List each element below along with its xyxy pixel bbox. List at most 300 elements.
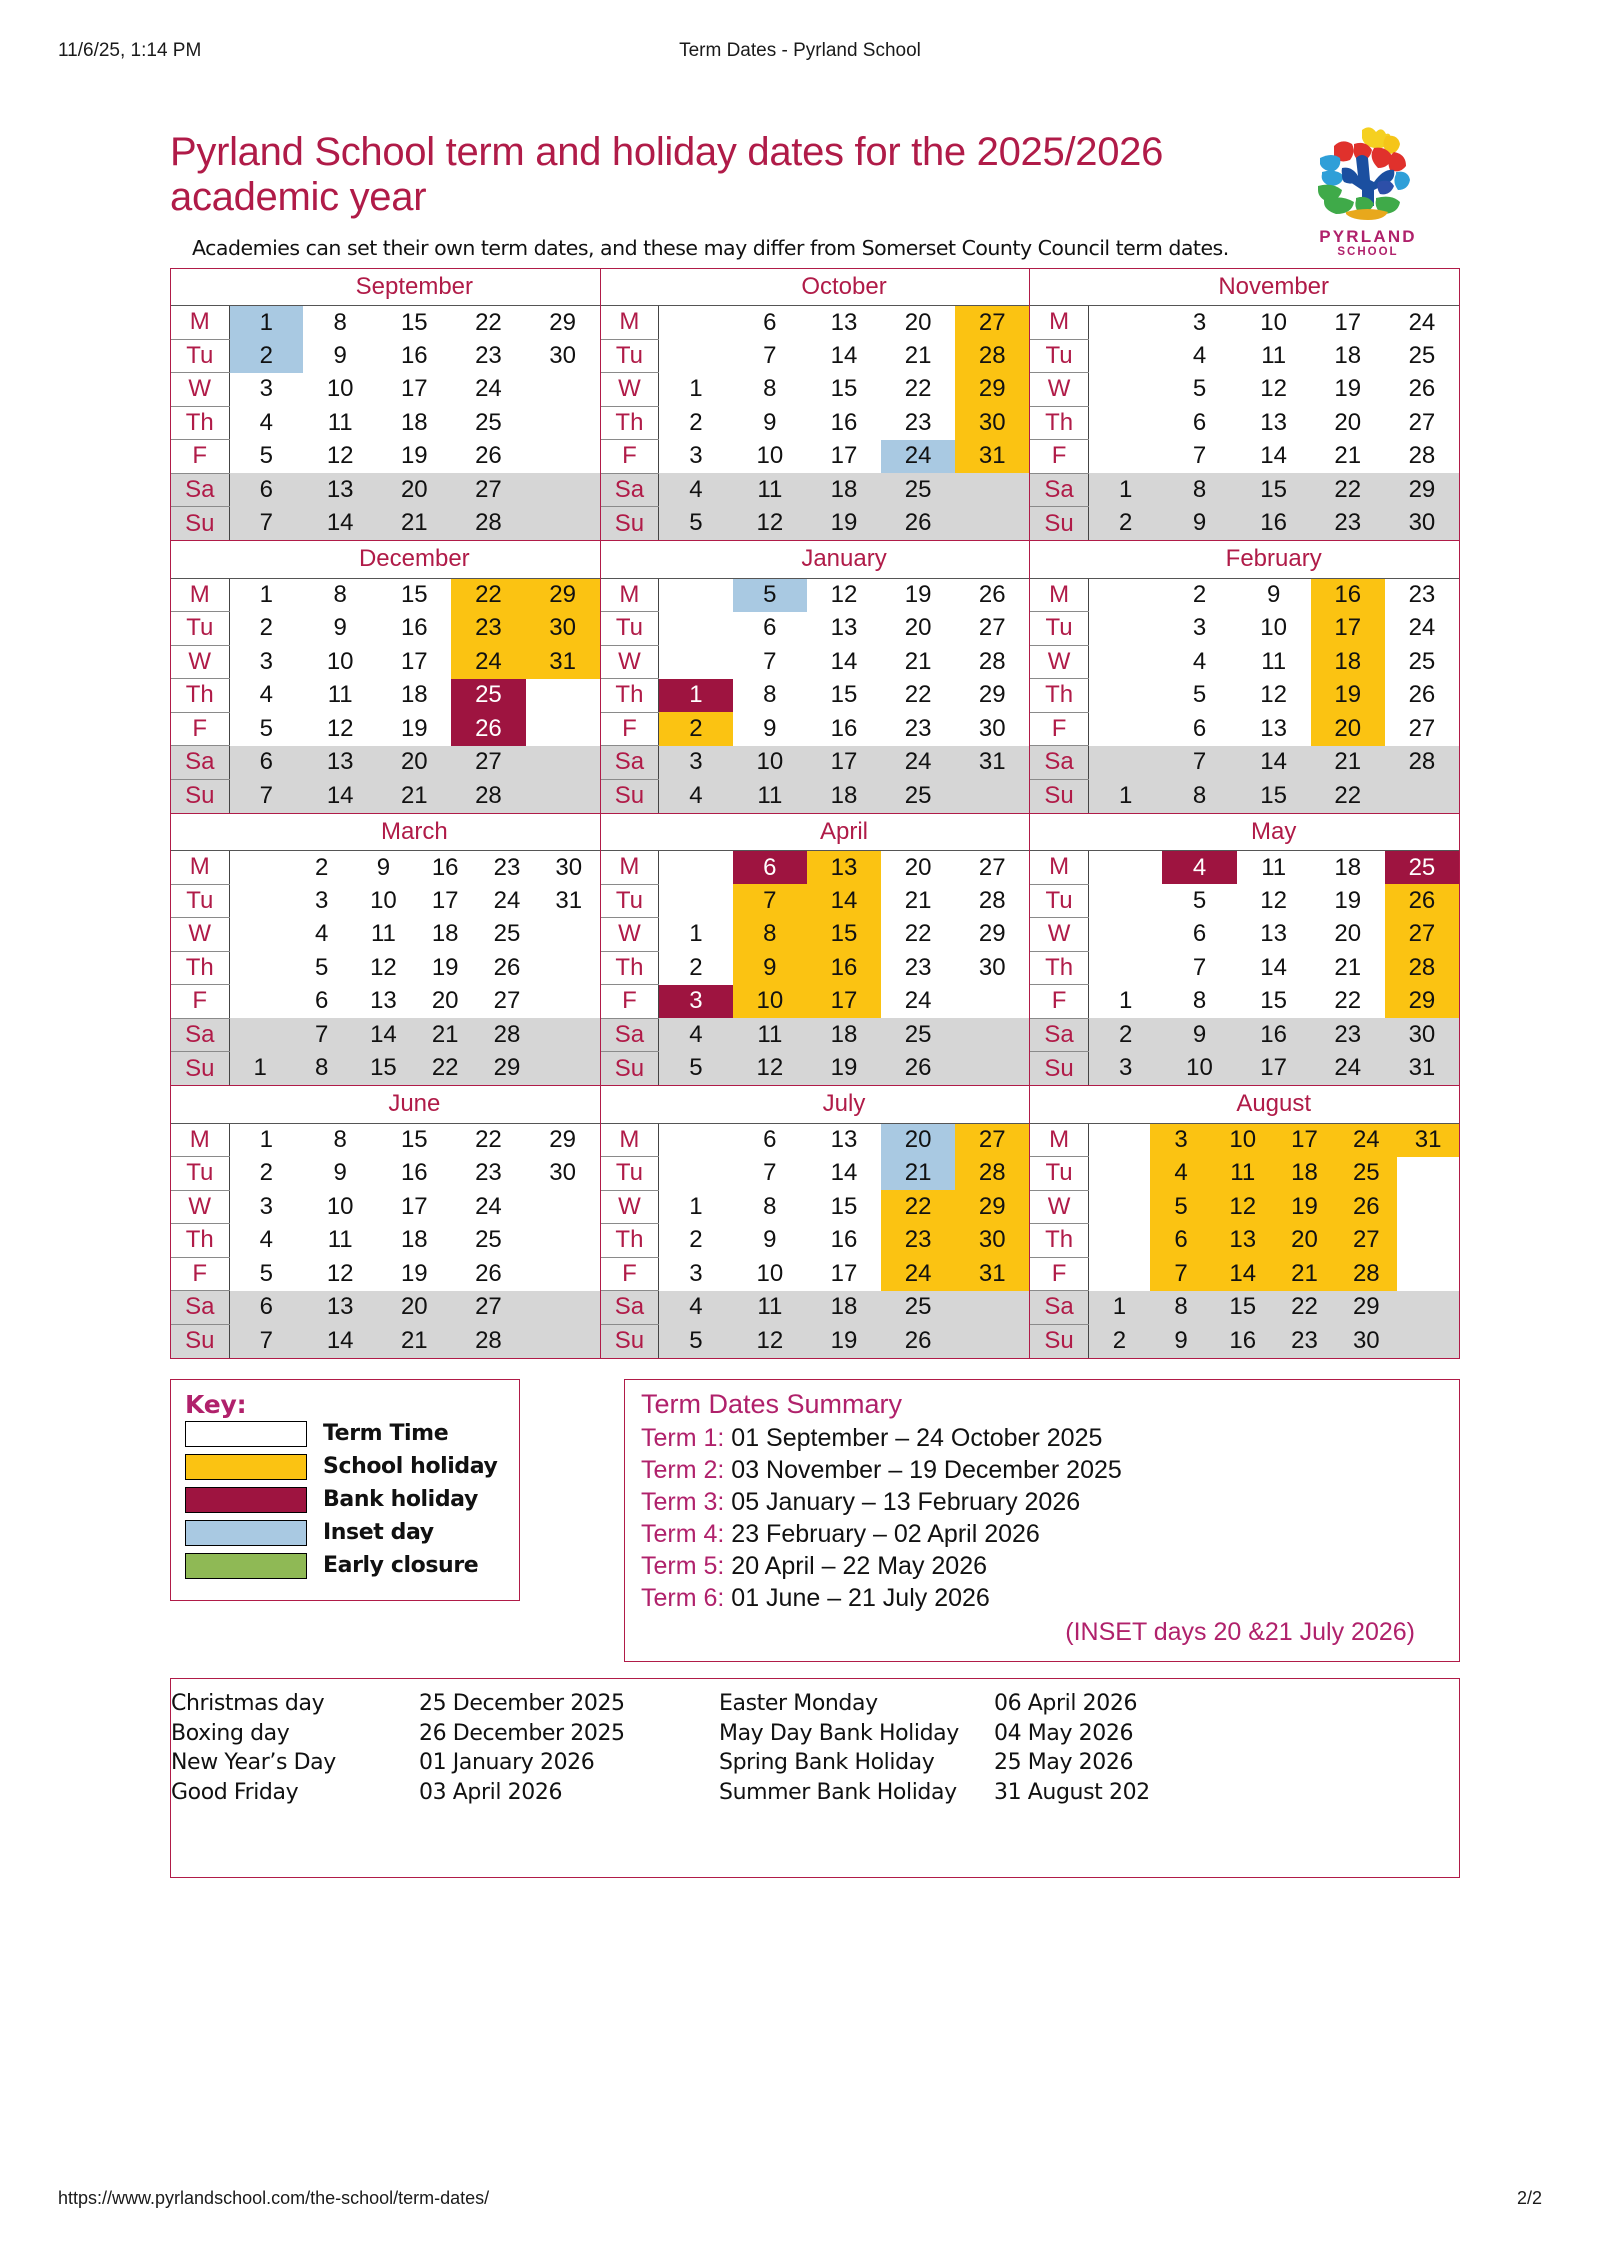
calendar-day-cell: 30 [526,612,600,646]
calendar-day-cell: 17 [400,647,428,675]
calendar-day-cell: 3 [259,647,273,675]
calendar-day-cell: 3 [259,375,273,403]
calendar-week-row [601,746,1030,780]
summary-terms [641,1422,1443,1614]
calendar-day-cell: 30 [978,714,1006,742]
calendar-day-cell: 4 [1150,1157,1212,1191]
calendar-empty-cell [1088,1257,1150,1291]
calendar-week-row [601,851,1030,885]
calendar-week-row [1030,406,1459,440]
calendar-day-cell: 30 [1335,1324,1397,1358]
calendar-day-cell: 7 [1150,1257,1212,1291]
calendar-day-cell: 17 [1311,612,1385,646]
calendar-day-cell: 16 [830,1226,858,1254]
calendar-day-cell: 8 [733,918,807,952]
calendar-week-row [1030,985,1459,1019]
day-label-tu: Tu [1030,339,1088,373]
calendar-day-cell: 12 [326,1259,354,1287]
calendar-day-cell: 30 [1385,1018,1459,1052]
summary-title: Term Dates Summary [641,1388,903,1419]
calendar-week-row [1030,578,1459,612]
calendar-day-cell: 1 [689,1192,703,1220]
calendar-day-cell: 24 [881,746,955,780]
calendar-empty-cell [229,851,291,885]
day-label-sa: Sa [171,473,229,507]
day-label-sa: Sa [601,746,659,780]
calendar-week-row [1030,1291,1459,1325]
calendar-day-cell: 7 [733,884,807,918]
bank-holiday-name: Easter Monday [719,1690,878,1716]
bank-holiday-name: Summer Bank Holiday [719,1780,957,1806]
calendar-empty-cell [1088,1123,1150,1157]
calendar-day-cell: 22 [1311,779,1385,813]
summary-term-dates: 01 September – 24 October 2025 [731,1424,1103,1453]
calendar-week-row [601,1018,1030,1052]
calendar-week-row [1030,339,1459,373]
calendar-day-cell: 21 [1334,442,1362,470]
calendar-day-cell: 18 [400,408,428,436]
calendar-day-cell: 15 [830,681,858,709]
calendar-day-cell: 24 [1311,1052,1385,1086]
summary-inset-note: (INSET days 20 &21 July 2026) [1065,1618,1415,1647]
calendar-day-cell: 1 [1088,473,1162,507]
calendar-day-cell: 31 [1397,1123,1459,1157]
month-block-january [601,541,1031,813]
calendar-day-cell: 13 [303,746,377,780]
calendar-day-cell: 27 [1335,1224,1397,1258]
calendar-day-cell: 2 [1088,1018,1162,1052]
calendar-week-row [601,406,1030,440]
calendar-day-cell: 9 [733,951,807,985]
calendar-week-row [171,985,600,1019]
calendar-week-row [1030,1190,1459,1224]
calendar-empty-cell [955,507,1029,541]
calendar-week-row [601,1257,1030,1291]
day-label-th: Th [1030,951,1088,985]
calendar-day-cell: 17 [830,442,858,470]
calendar-week-row [601,951,1030,985]
month-header-spacer [1030,814,1088,851]
calendar-week-row [171,1224,600,1258]
calendar-day-cell: 25 [475,408,502,436]
calendar-day-cell: 19 [807,1052,881,1086]
calendar-day-cell: 12 [1260,681,1287,709]
calendar-week-row [171,507,600,541]
calendar-day-cell: 5 [259,442,273,470]
calendar-day-cell: 5 [659,507,733,541]
calendar-day-cell: 18 [807,473,881,507]
day-label-tu: Tu [601,612,659,646]
calendar-day-cell: 4 [1162,851,1236,885]
calendar-day-cell: 11 [1261,341,1287,369]
calendar-day-cell: 29 [526,578,600,612]
calendar-band [171,1086,1459,1359]
calendar-empty-cell [229,985,291,1019]
calendar-empty-cell [1088,1224,1150,1258]
day-label-su: Su [171,1324,229,1358]
calendar-day-cell: 24 [1408,614,1436,642]
month-name: December [229,541,600,578]
calendar-day-cell: 24 [881,440,955,474]
calendar-week-row [601,884,1030,918]
key-item-label: Inset day [323,1520,434,1546]
calendar-empty-cell [1088,306,1162,340]
calendar-day-cell: 5 [1192,681,1207,709]
calendar-day-cell: 4 [259,1226,273,1254]
month-header-spacer [601,269,659,306]
day-label-m: M [1030,1123,1088,1157]
calendar-day-cell: 2 [314,853,329,881]
calendar-day-cell: 12 [370,953,397,981]
calendar-day-cell: 15 [1237,779,1311,813]
calendar-week-row [171,712,600,746]
summary-term-line [641,1550,1443,1582]
calendar-week-row [1030,779,1459,813]
day-label-su: Su [601,1324,659,1358]
day-label-th: Th [171,406,229,440]
calendar-empty-cell [1088,440,1162,474]
calendar-day-cell: 25 [1408,341,1436,369]
month-table [601,1086,1030,1358]
calendar-week-row [1030,306,1459,340]
calendar-day-cell: 19 [400,442,428,470]
calendar-day-cell: 13 [1212,1224,1274,1258]
calendar-day-cell: 20 [1334,408,1362,436]
calendar-week-row [171,1157,600,1191]
calendar-empty-cell [1088,373,1162,407]
calendar-day-cell: 7 [229,1324,303,1358]
calendar-day-cell: 24 [475,1192,502,1220]
calendar-day-cell: 21 [377,779,451,813]
document-body [170,130,1460,1878]
calendar-day-cell: 1 [229,1052,291,1086]
calendar-week-row [171,306,600,340]
month-block-february [1030,541,1459,813]
calendar-day-cell: 17 [431,886,459,914]
calendar-week-row [1030,473,1459,507]
calendar-day-cell: 29 [978,681,1006,709]
calendar-day-cell: 19 [807,1324,881,1358]
month-name: September [229,269,600,306]
calendar-day-cell: 6 [229,746,303,780]
calendar-week-row [1030,851,1459,885]
calendar-day-cell: 20 [1274,1224,1336,1258]
calendar-empty-cell [1088,406,1162,440]
month-name: October [659,269,1030,306]
day-label-m: M [601,578,659,612]
summary-term-label: Term 2: [641,1456,732,1485]
month-block-march [171,814,601,1086]
calendar-empty-cell [1397,1157,1459,1191]
calendar-day-cell: 18 [400,1226,428,1254]
bank-holiday-name: New Year’s Day [171,1750,336,1776]
month-block-september [171,269,601,541]
summary-term-label: Term 3: [641,1488,732,1517]
calendar-day-cell: 11 [733,779,807,813]
calendar-day-cell: 26 [1385,884,1459,918]
calendar-day-cell: 27 [451,746,525,780]
calendar-day-cell: 2 [1088,1324,1150,1358]
calendar-week-row [601,712,1030,746]
calendar-day-cell: 23 [881,1224,955,1258]
calendar-day-cell: 15 [1237,473,1311,507]
calendar-day-cell: 30 [555,853,583,881]
calendar-day-cell: 10 [370,886,397,914]
calendar-empty-cell [1385,779,1459,813]
calendar-day-cell: 28 [476,1018,538,1052]
calendar-week-row [1030,1224,1459,1258]
calendar-day-cell: 10 [1162,1052,1236,1086]
calendar-day-cell: 15 [807,918,881,952]
calendar-day-cell: 15 [400,308,428,336]
calendar-week-row [1030,1052,1459,1086]
calendar-day-cell: 16 [1311,578,1385,612]
calendar-day-cell: 21 [414,1018,476,1052]
calendar-day-cell: 8 [1162,779,1236,813]
summary-term-label: Term 5: [641,1552,732,1581]
calendar-day-cell: 25 [475,1226,502,1254]
month-table [1030,814,1459,1086]
calendar-week-row [601,1157,1030,1191]
calendar-day-cell: 1 [689,920,703,948]
calendar-day-cell: 25 [1335,1157,1397,1191]
calendar-day-cell: 28 [978,647,1006,675]
calendar-day-cell: 2 [259,614,273,642]
calendar-week-row [1030,951,1459,985]
calendar-day-cell: 30 [955,406,1029,440]
summary-term-line [641,1582,1443,1614]
day-label-tu: Tu [1030,884,1088,918]
calendar-day-cell: 1 [1088,1291,1150,1325]
calendar-band [171,541,1459,814]
day-label-f: F [601,440,659,474]
calendar-day-cell: 15 [1260,987,1287,1015]
calendar-week-row [601,578,1030,612]
calendar-empty-cell [1088,679,1162,713]
calendar-empty-cell [1088,578,1162,612]
day-label-m: M [1030,851,1088,885]
calendar-day-cell: 18 [807,1291,881,1325]
calendar-day-cell: 11 [733,1018,807,1052]
month-header-spacer [171,814,229,851]
day-label-tu: Tu [171,1157,229,1191]
calendar-day-cell: 22 [475,1126,502,1154]
calendar-day-cell: 14 [1237,746,1311,780]
day-label-th: Th [1030,679,1088,713]
month-header-spacer [171,1086,229,1123]
calendar-empty-cell [526,440,600,474]
calendar-day-cell: 10 [326,647,354,675]
calendar-empty-cell [538,1018,600,1052]
calendar-day-cell: 2 [689,1226,703,1254]
calendar-week-row [601,918,1030,952]
term-dates-summary-box [624,1379,1460,1662]
calendar-day-cell: 3 [689,442,703,470]
month-name: November [1088,269,1459,306]
month-header-spacer [1030,541,1088,578]
month-table [1030,541,1459,813]
summary-term-label: Term 6: [641,1584,732,1613]
month-block-august [1030,1086,1459,1358]
calendar-day-cell: 11 [733,1291,807,1325]
calendar-day-cell: 26 [1335,1190,1397,1224]
calendar-day-cell: 6 [1150,1224,1212,1258]
calendar-day-cell: 23 [1311,1018,1385,1052]
calendar-week-row [171,578,600,612]
calendar-day-cell: 18 [1311,645,1385,679]
day-label-f: F [171,1257,229,1291]
calendar-day-cell: 19 [400,1259,428,1287]
key-title: Key: [185,1389,247,1419]
calendar-grid [170,268,1460,1359]
calendar-empty-cell [526,679,600,713]
calendar-day-cell: 5 [1192,375,1207,403]
calendar-day-cell: 27 [978,614,1006,642]
calendar-empty-cell [526,746,600,780]
calendar-day-cell: 4 [1192,341,1207,369]
calendar-day-cell: 9 [763,714,777,742]
calendar-day-cell: 22 [451,578,525,612]
day-label-tu: Tu [1030,612,1088,646]
key-item [185,1454,505,1480]
calendar-day-cell: 16 [807,951,881,985]
calendar-day-cell: 12 [1212,1190,1274,1224]
day-label-f: F [601,712,659,746]
calendar-day-cell: 25 [451,679,525,713]
day-label-su: Su [171,507,229,541]
calendar-day-cell: 12 [733,1324,807,1358]
day-label-su: Su [1030,507,1088,541]
day-label-tu: Tu [1030,1157,1088,1191]
calendar-day-cell: 16 [1237,507,1311,541]
calendar-day-cell: 10 [326,1192,354,1220]
calendar-day-cell: 17 [1334,308,1362,336]
calendar-day-cell: 11 [370,920,396,948]
calendar-week-row [171,406,600,440]
calendar-day-cell: 13 [830,1126,858,1154]
month-table [601,541,1030,813]
print-footer [0,2188,1600,2212]
day-label-th: Th [601,1224,659,1258]
calendar-day-cell: 5 [314,953,329,981]
calendar-empty-cell [955,1324,1029,1358]
calendar-day-cell: 22 [1274,1291,1336,1325]
calendar-day-cell: 19 [1274,1190,1336,1224]
print-page-title: Term Dates - Pyrland School [679,40,921,61]
calendar-week-row [171,373,600,407]
day-label-w: W [171,1190,229,1224]
calendar-day-cell: 4 [659,473,733,507]
calendar-day-cell: 25 [1385,851,1459,885]
day-label-w: W [601,918,659,952]
calendar-day-cell: 29 [549,1126,576,1154]
calendar-day-cell: 19 [1334,375,1362,403]
day-label-tu: Tu [601,1157,659,1191]
calendar-week-row [601,1123,1030,1157]
day-label-tu: Tu [171,339,229,373]
calendar-day-cell: 21 [1311,746,1385,780]
calendar-day-cell: 31 [526,645,600,679]
calendar-day-cell: 20 [904,853,932,881]
calendar-day-cell: 26 [1408,375,1436,403]
day-label-sa: Sa [171,1018,229,1052]
calendar-empty-cell [229,918,291,952]
calendar-day-cell: 11 [327,1226,353,1254]
calendar-day-cell: 1 [259,581,273,609]
calendar-empty-cell [955,473,1029,507]
calendar-day-cell: 27 [1385,918,1459,952]
calendar-day-cell: 22 [1334,987,1362,1015]
month-name: August [1088,1086,1459,1123]
calendar-day-cell: 17 [807,746,881,780]
calendar-day-cell: 27 [1408,714,1436,742]
calendar-empty-cell [526,1324,600,1358]
calendar-day-cell: 13 [303,1291,377,1325]
calendar-week-row [1030,1018,1459,1052]
calendar-empty-cell [526,1291,600,1325]
key-item-label: Term Time [323,1421,449,1447]
calendar-day-cell: 10 [756,1259,784,1287]
calendar-week-row [1030,679,1459,713]
calendar-week-row [171,951,600,985]
calendar-empty-cell [526,712,600,746]
calendar-day-cell: 9 [1162,1018,1236,1052]
summary-term-label: Term 1: [641,1424,732,1453]
key-item-label: School holiday [323,1454,498,1480]
calendar-empty-cell [1088,851,1162,885]
calendar-day-cell: 4 [259,681,273,709]
key-box [170,1379,520,1601]
bank-holidays-tbody [171,1691,1459,1811]
calendar-empty-cell [526,507,600,541]
calendar-day-cell: 29 [978,920,1006,948]
bank-holiday-date: 04 May 2026 [994,1720,1134,1746]
calendar-day-cell: 21 [377,507,451,541]
day-label-f: F [1030,985,1088,1019]
calendar-day-cell: 1 [689,375,703,403]
calendar-day-cell: 24 [475,375,502,403]
calendar-day-cell: 15 [400,1126,428,1154]
calendar-day-cell: 28 [451,779,525,813]
month-name: February [1088,541,1459,578]
calendar-week-row [171,918,600,952]
month-table [171,269,600,541]
calendar-week-row [1030,1123,1459,1157]
calendar-day-cell: 14 [353,1018,415,1052]
calendar-day-cell: 21 [1334,953,1362,981]
calendar-day-cell: 7 [291,1018,353,1052]
month-table [171,1086,600,1358]
calendar-day-cell: 24 [1335,1123,1397,1157]
day-label-f: F [1030,1257,1088,1291]
calendar-week-row [171,746,600,780]
calendar-day-cell: 8 [763,1192,777,1220]
day-label-w: W [1030,918,1088,952]
day-label-th: Th [171,679,229,713]
calendar-day-cell: 29 [1385,985,1459,1019]
calendar-day-cell: 18 [807,1018,881,1052]
calendar-week-row [171,612,600,646]
calendar-day-cell: 13 [830,614,858,642]
bank-holiday-date: 26 December 2025 [419,1720,625,1746]
pyrland-tree-icon [1312,124,1424,228]
calendar-day-cell: 4 [259,408,273,436]
calendar-week-row [1030,746,1459,780]
calendar-day-cell: 4 [659,1018,733,1052]
calendar-day-cell: 5 [1192,886,1207,914]
day-label-th: Th [171,951,229,985]
day-label-f: F [171,985,229,1019]
